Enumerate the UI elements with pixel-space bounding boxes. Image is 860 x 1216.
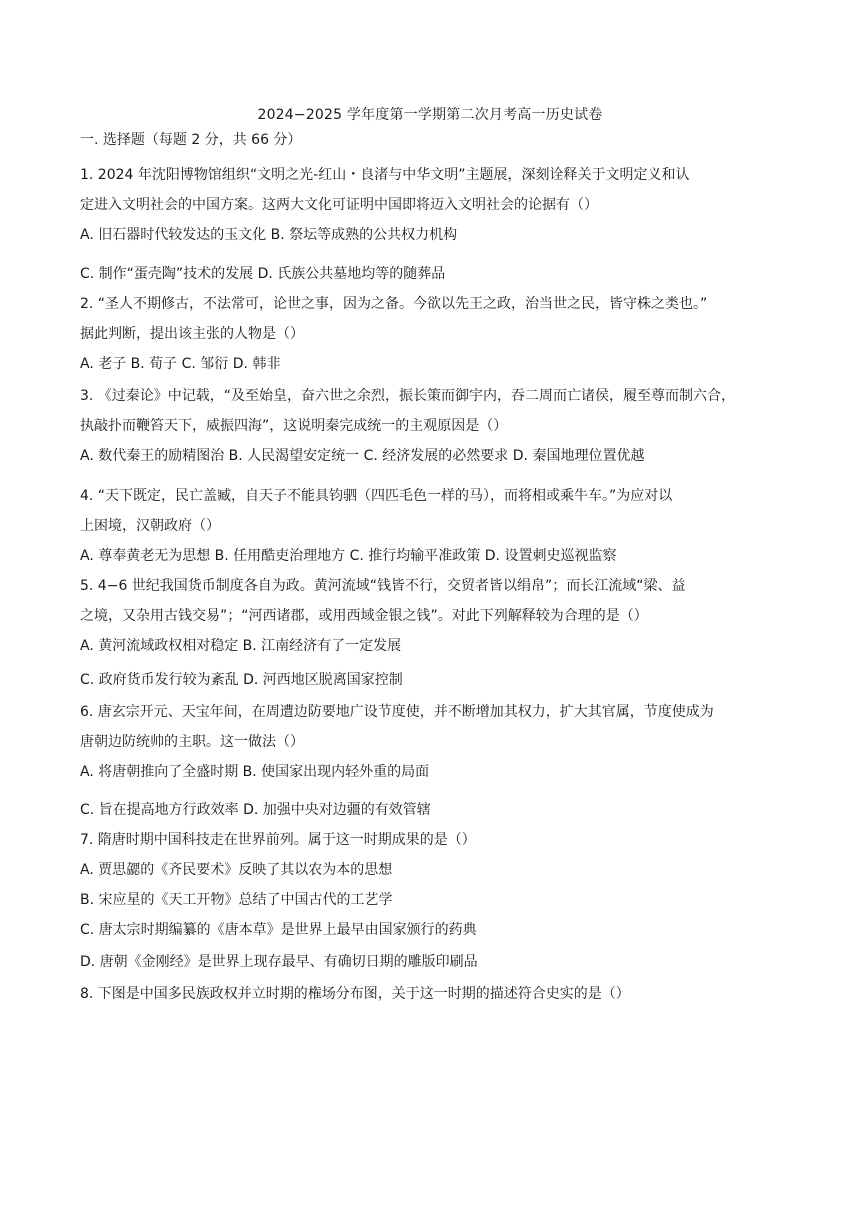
question-2-line-1: 2. “圣人不期修古，不法常可，论世之事，因为之备。今欲以先王之政，治当世之民，皆守株之类也。” [80, 296, 708, 312]
question-1-line-2: 定进入文明社会的中国方案。这两大文化可证明中国即将迈入文明社会的论据有（） [80, 197, 598, 213]
question-5-option-ab: A. 黄河流域政权相对稳定 B. 江南经济有了一定发展 [80, 638, 402, 654]
question-6-option-ab: A. 将唐朝推向了全盛时期 B. 使国家出现内轻外重的局面 [80, 764, 430, 780]
question-1-option-ab: A. 旧石器时代较发达的玉文化 B. 祭坛等成熟的公共权力机构 [80, 227, 458, 243]
question-5-line-1: 5. 4−6 世纪我国货币制度各自为政。黄河流域“钱皆不行，交贸者皆以绢帛”；而长江流域“梁、益 [80, 578, 686, 594]
question-1-option-cd: C. 制作“蛋壳陶”技术的发展 D. 氏族公共墓地均等的随葬品 [80, 266, 446, 282]
question-6-option-cd: C. 旨在提高地方行政效率 D. 加强中央对边疆的有效管辖 [80, 802, 431, 818]
question-8-line-1: 8. 下图是中国多民族政权并立时期的権场分布图，关于这一时期的描述符合史实的是（） [80, 986, 630, 1002]
question-7-option-d: D. 唐朝《金刚经》是世界上现存最早、有确切日期的雕版印刷品 [80, 954, 478, 970]
question-2-line-2: 据此判断，提出该主张的人物是（） [80, 326, 304, 342]
question-7-option-a: A. 贾思勰的《齐民要术》反映了其以农为本的思想 [80, 862, 393, 878]
question-7-line-1: 7. 隋唐时期中国科技走在世界前列。属于这一时期成果的是（） [80, 832, 476, 848]
question-4-options: A. 尊奉黄老无为思想 B. 任用酷吏治理地方 C. 推行均输平准政策 D. 设置刺史巡视监察 [80, 548, 617, 564]
question-6-line-2: 唐朝边防统帅的主职。这一做法（） [80, 734, 304, 750]
question-5-line-2: 之境，又杂用古钱交易”；“河西诸郡，或用西域金银之钱”。对此下列解释较为合理的是（） [80, 608, 648, 624]
question-7-option-c: C. 唐太宗时期编纂的《唐本草》是世界上最早由国家颁行的药典 [80, 922, 477, 938]
exam-title: 2024−2025 学年度第一学期第二次月考高一历史试卷 [257, 107, 603, 123]
question-6-line-1: 6. 唐玄宗开元、天宝年间，在周遭边防要地广设节度使，并不断增加其权力，扩大其官属，节度使成为 [80, 704, 714, 720]
question-1-line-1: 1. 2024 年沈阳博物馆组织“文明之光-红山・良渚与中华文明”主题展，深刻诠释关于文明定义和认 [80, 167, 690, 183]
question-2-options: A. 老子 B. 荀子 C. 邹衍 D. 韩非 [80, 356, 281, 372]
question-7-option-b: B. 宋应星的《天工开物》总结了中国古代的工艺学 [80, 892, 393, 908]
question-4-line-2: 上困境，汉朝政府（） [80, 518, 220, 534]
question-3-options: A. 数代秦王的励精图治 B. 人民渴望安定统一 C. 经济发展的必然要求 D. 秦国地理位置优越 [80, 448, 645, 464]
question-4-line-1: 4. “天下既定，民亡盖臧，自天子不能具钧驷（四匹毛色一样的马），而将相或乘牛车。”为应对以 [80, 488, 673, 504]
question-5-option-cd: C. 政府货币发行较为紊乱 D. 河西地区脱离国家控制 [80, 672, 403, 688]
question-3-line-2: 执敲扑而鞭笞天下，威振四海”，这说明秦完成统一的主观原因是（） [80, 418, 508, 434]
section-heading: 一. 选择题（每题 2 分，共 66 分） [80, 132, 302, 148]
question-3-line-1: 3. 《过秦论》中记载，“及至始皇，奋六世之余烈，振长策而御宇内，吞二周而亡诸侯，履至尊而制六合， [80, 388, 736, 404]
